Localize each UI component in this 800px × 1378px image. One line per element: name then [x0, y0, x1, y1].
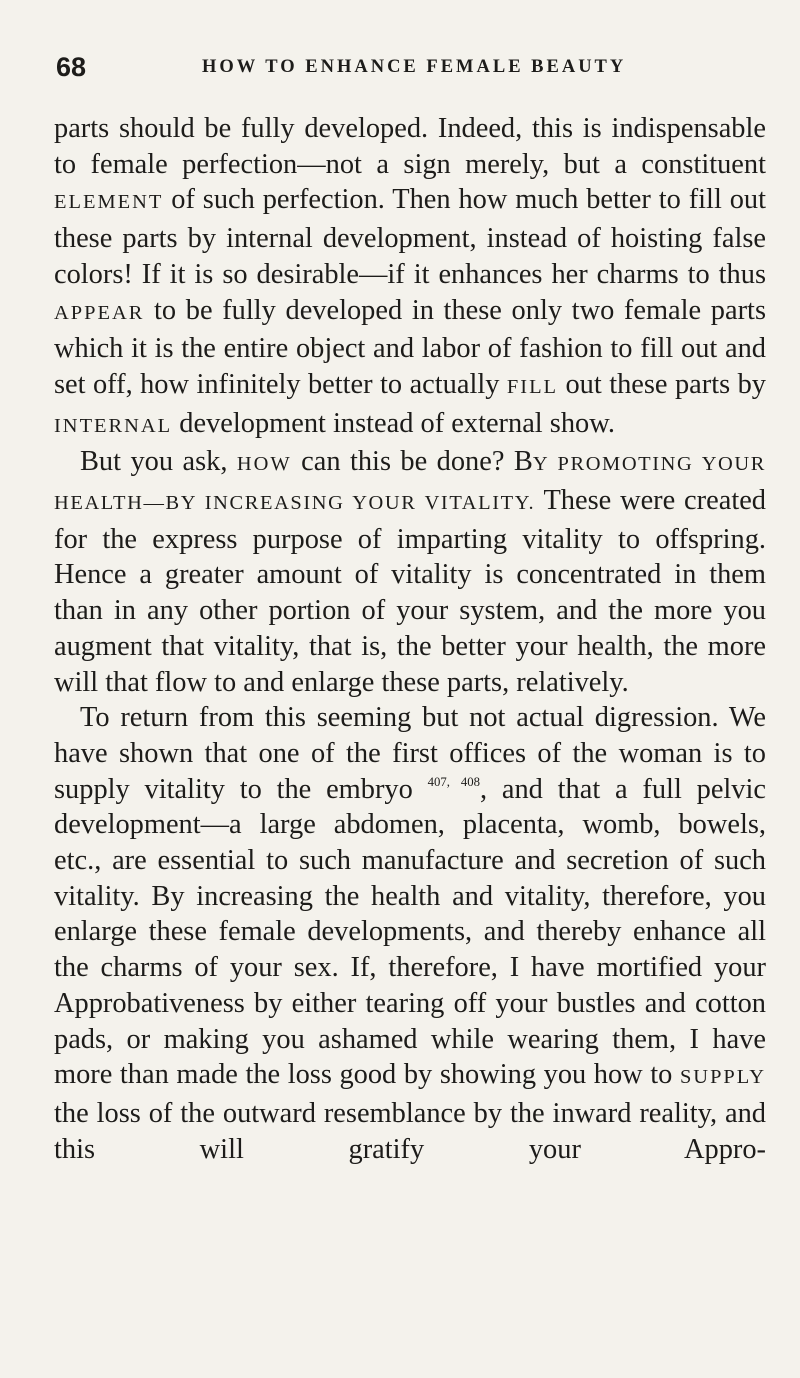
reference-superscript: 407, 408 [427, 774, 480, 789]
paragraph-3-text-b: , and that a full pelvic development—a large abdomen, placenta, womb, bowels, etc., are essential to such manufacture and secretion of such vitality. By increasing the health and vitality, therefore, you enlarge these female developments, and thereby enhance all the charms of your sex. If, therefore, I have mortified your Approbativeness by either tearing off your bustles and cotton pads, or making you ashamed while wearing them, I have more than made the loss good by showing you how to [54, 773, 766, 1091]
paragraph-1-text-d: out these parts by [558, 368, 766, 400]
running-head: HOW TO ENHANCE FEMALE BEAUTY [202, 57, 627, 77]
paragraph-1-text-b: of such perfection. Then how much better to fill out these parts by internal development, instead of hoisting false colors! If it is so desirable—if it enhances her charms to thus [54, 184, 766, 290]
small-caps-element: ELEMENT [54, 191, 164, 214]
paragraph-2 [54, 444, 766, 700]
small-caps-supply: SUPPLY [679, 1066, 766, 1089]
small-caps-internal: INTERNAL [54, 414, 173, 437]
paragraph-1-text-e: development instead of external show. [172, 407, 615, 439]
page-number: 68 [56, 52, 87, 82]
paragraph-3 [54, 700, 766, 1167]
paragraph-2-text-c: These were created for the express purpose of imparting vitality to offspring. Hence a greater amount of vitality is concentrated in them than in any other portion of your system, and the more you augment that vitality, that is, the better your health, the more will that flow to and enlarge these parts, relatively. [54, 485, 766, 698]
small-caps-appear: APPEAR [54, 301, 145, 324]
book-page [54, 52, 766, 1167]
small-caps-fill: FILL [506, 375, 559, 398]
paragraph-1-text-a: parts should be fully developed. Indeed, this is indispensable to female perfection—not a sign merely, but a constituent [54, 113, 766, 180]
paragraph-1-text-c: to be fully developed in these only two female parts which it is the entire object and labor of fashion to fill out and set off, how infinitely better to actually [54, 294, 766, 400]
small-caps-how: HOW [236, 453, 292, 476]
body-text [54, 111, 766, 1167]
paragraph-1 [54, 111, 766, 444]
paragraph-3-text-c: the loss of the outward resemblance by the inward reality, and this will gratify your Appro- [54, 1097, 766, 1165]
page-header [54, 52, 766, 86]
paragraph-2-text-b: can this be done? B [291, 446, 533, 478]
small-caps-promoting-health: Y PROMOTING YOUR HEALTH—BY INCREASING YOUR VITALITY. [54, 453, 766, 515]
paragraph-2-text-a: But you ask, [80, 446, 237, 478]
paragraph-3-text-a: To return from this seeming but not actual digression. We have shown that one of the first offices of the woman is to supply vitality to the embryo [54, 702, 766, 805]
